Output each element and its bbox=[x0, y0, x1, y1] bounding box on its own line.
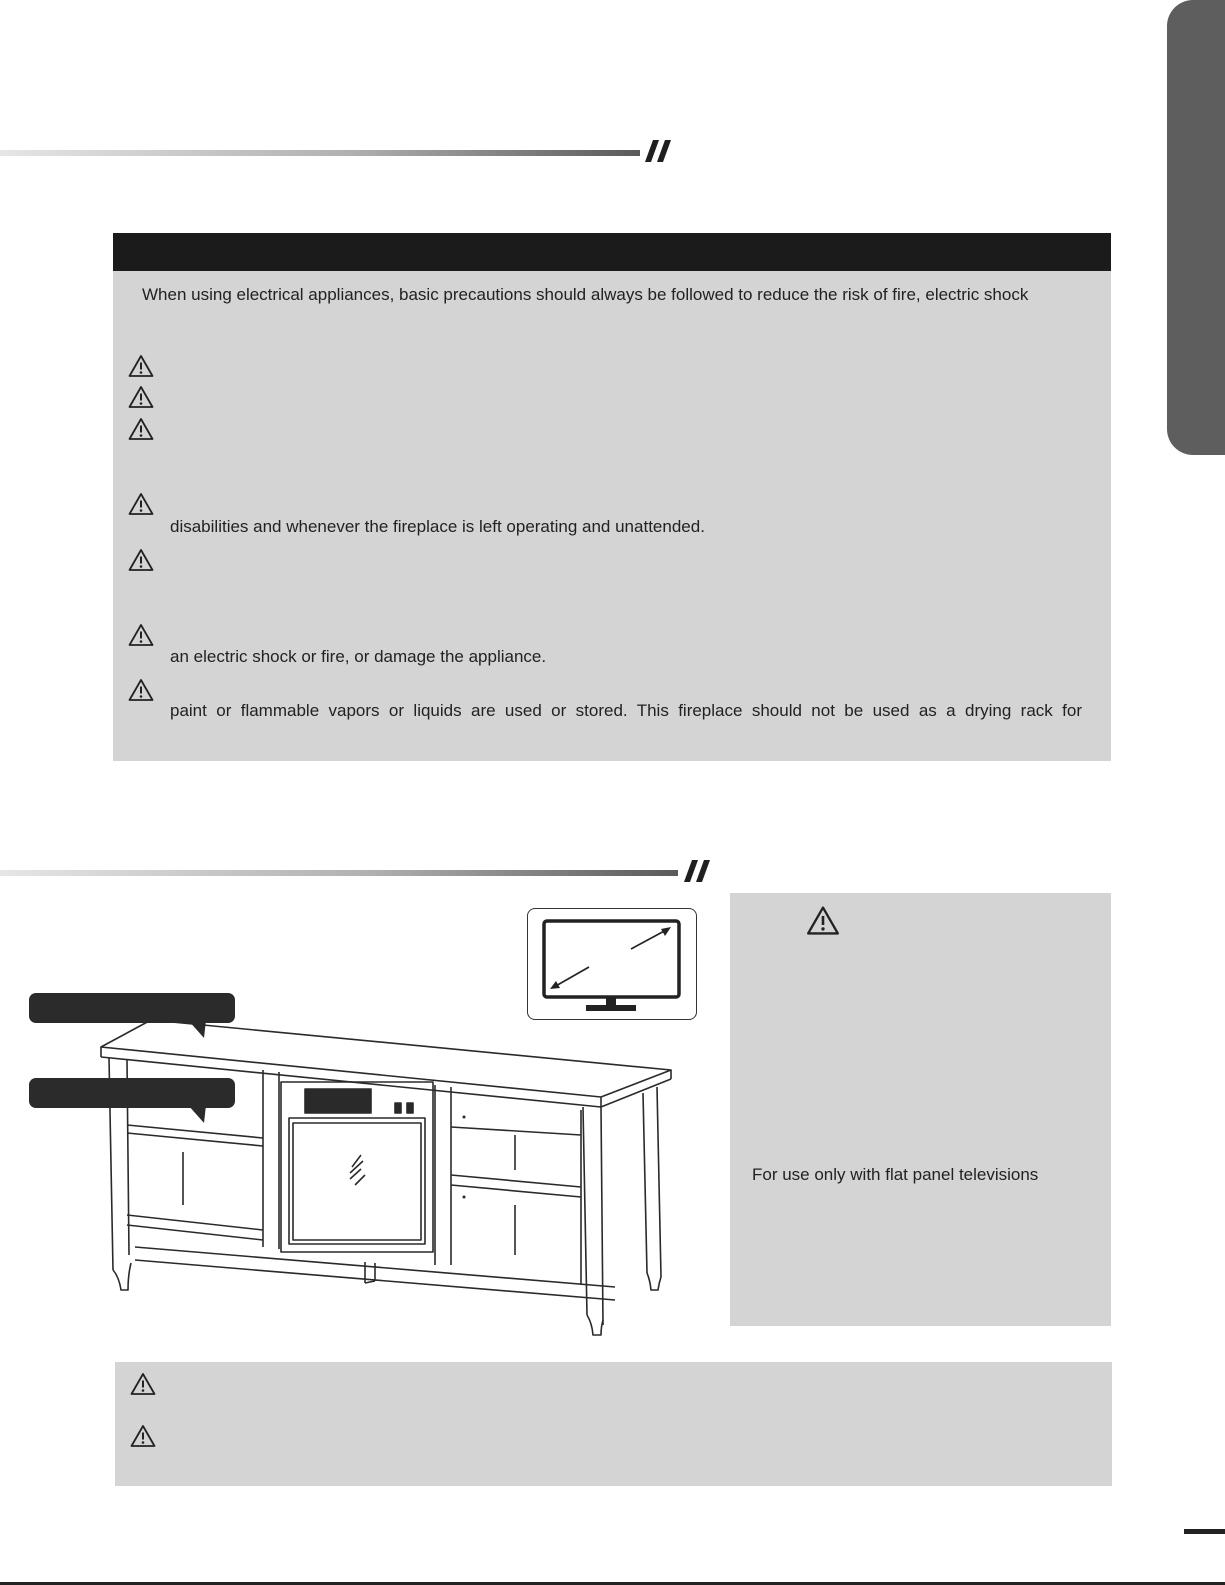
safety-intro-text: When using electrical appliances, basic precautions should always be followed to reduce the risk of fire, electric shock bbox=[142, 285, 1029, 304]
tv-size-illustration bbox=[527, 908, 697, 1020]
warning-triangle-icon bbox=[128, 354, 154, 378]
warning-triangle-icon bbox=[130, 1424, 156, 1448]
warning-triangle-icon bbox=[128, 417, 154, 441]
section-divider-top bbox=[0, 150, 640, 156]
warning-triangle-icon bbox=[128, 623, 154, 647]
warning-triangle-icon bbox=[806, 905, 840, 936]
bottom-warnings-panel bbox=[115, 1362, 1112, 1486]
tv-stand-fireplace-illustration bbox=[95, 1015, 685, 1345]
chapter-side-tab bbox=[1167, 0, 1225, 455]
safety-text-shock: an electric shock or fire, or damage the appliance. bbox=[170, 647, 547, 666]
warning-triangle-icon bbox=[128, 548, 154, 572]
tv-weight-note-panel bbox=[730, 893, 1111, 1326]
page-number-mark bbox=[1184, 1529, 1225, 1534]
safety-text-paint: paint or flammable vapors or liquids are used or stored. This fireplace should not be used as a drying rack for bbox=[170, 701, 1082, 720]
tv-diagonal-icon bbox=[528, 909, 695, 1018]
warning-triangle-icon bbox=[130, 1372, 156, 1396]
panel-header-bar bbox=[113, 233, 1111, 271]
warning-triangle-icon bbox=[128, 492, 154, 516]
flat-panel-note: For use only with flat panel televisions bbox=[752, 1165, 1039, 1184]
section-divider-middle bbox=[0, 870, 678, 876]
warning-triangle-icon bbox=[128, 385, 154, 409]
double-slash-icon bbox=[684, 860, 714, 884]
double-slash-icon bbox=[645, 140, 675, 164]
warning-triangle-icon bbox=[128, 678, 154, 702]
safety-precautions-panel bbox=[113, 233, 1111, 761]
safety-text-disabilities: disabilities and whenever the fireplace is left operating and unattended. bbox=[170, 517, 705, 536]
